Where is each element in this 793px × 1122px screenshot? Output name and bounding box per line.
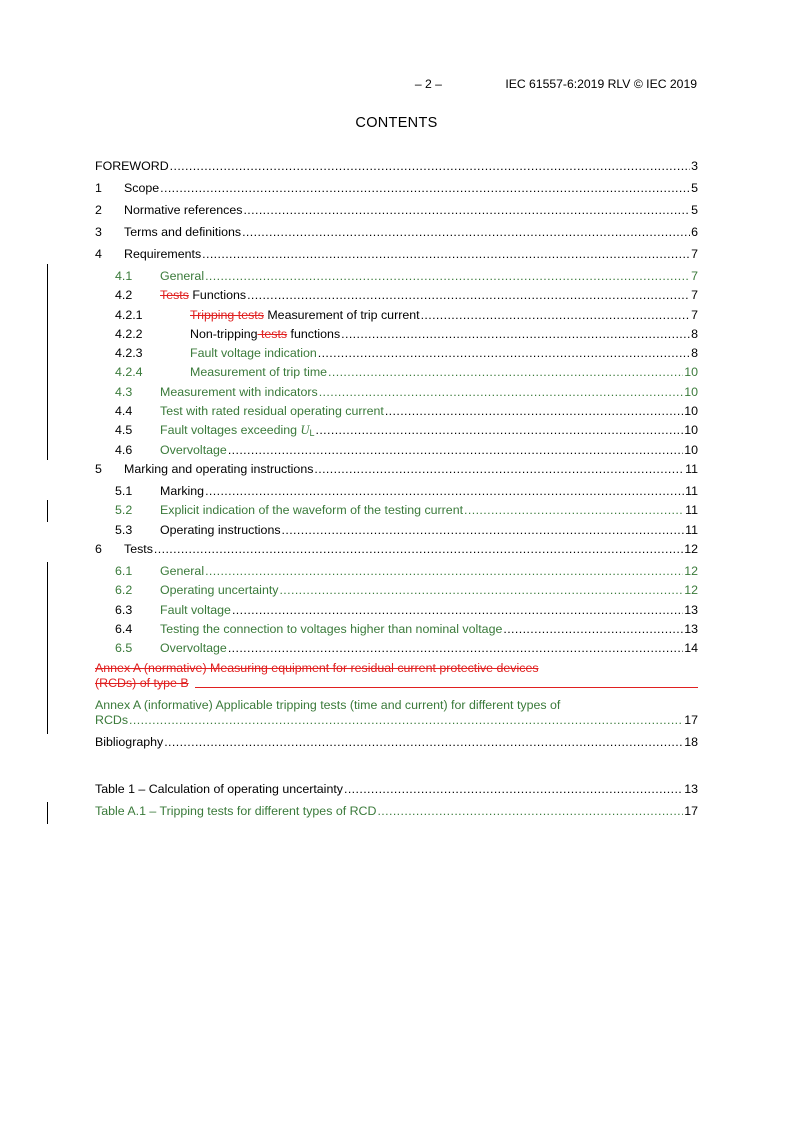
toc-entry-number: 6 bbox=[95, 542, 102, 556]
leader-dots bbox=[319, 385, 684, 400]
toc-entry-title: Measurement of trip time bbox=[190, 365, 328, 379]
document-reference: IEC 61557-6:2019 RLV © IEC 2019 bbox=[505, 77, 697, 91]
toc-entry-marking[interactable] bbox=[95, 484, 698, 499]
toc-entry-normative-references[interactable] bbox=[95, 203, 698, 218]
toc-entry-fault-voltage-indication[interactable] bbox=[95, 346, 698, 361]
deleted-leader-line bbox=[195, 687, 698, 688]
toc-entry-title: Tests bbox=[124, 542, 153, 556]
symbol-subscript: L bbox=[309, 428, 315, 438]
leader-dots bbox=[315, 423, 683, 438]
leader-dots bbox=[202, 247, 690, 262]
leader-dots bbox=[205, 564, 683, 579]
leader-dots bbox=[503, 622, 683, 637]
toc-page-number: 8 bbox=[691, 327, 698, 341]
leader-dots bbox=[344, 782, 683, 797]
toc-page-number: 7 bbox=[691, 308, 698, 322]
toc-entry-number: 3 bbox=[95, 225, 102, 239]
toc-entry-title bbox=[160, 288, 246, 303]
toc-entry-table-1[interactable] bbox=[95, 782, 698, 797]
toc-page-number: 12 bbox=[684, 542, 698, 556]
leader-dots bbox=[154, 542, 683, 557]
toc-entry-number: 5.2 bbox=[115, 503, 133, 517]
toc-page-number: 17 bbox=[684, 713, 698, 727]
toc-entry-scope[interactable] bbox=[95, 181, 698, 196]
deleted-annex-line-2: (RCDs) of type B bbox=[95, 676, 189, 690]
toc-page-number: 7 bbox=[691, 288, 698, 302]
toc-entry-number: 1 bbox=[95, 181, 102, 195]
toc-entry-number: 4.2.4 bbox=[115, 365, 143, 379]
leader-dots bbox=[385, 404, 683, 419]
toc-page-number: 6 bbox=[691, 225, 698, 239]
deleted-text: Tests bbox=[160, 288, 189, 302]
leader-dots bbox=[160, 181, 690, 196]
toc-page-number: 5 bbox=[691, 181, 698, 195]
leader-dots bbox=[247, 288, 690, 303]
toc-entry-title: Marking bbox=[160, 484, 205, 498]
toc-entry-title: Operating uncertainty bbox=[160, 583, 279, 597]
toc-entry-title: General bbox=[160, 269, 205, 283]
leader-dots bbox=[170, 159, 690, 174]
leader-dots bbox=[228, 443, 683, 458]
toc-entry-number: 6.1 bbox=[115, 564, 133, 578]
toc-entry-title: General bbox=[160, 564, 205, 578]
toc-entry-title: Table 1 – Calculation of operating uncertainty bbox=[95, 782, 343, 796]
toc-entry-functions[interactable] bbox=[95, 288, 698, 303]
toc-page-number: 7 bbox=[691, 269, 698, 283]
toc-entry-title: Measurement with indicators bbox=[160, 385, 318, 399]
toc-entry-tests[interactable] bbox=[95, 542, 698, 557]
toc-entry-foreword[interactable] bbox=[95, 159, 698, 174]
toc-entry-title bbox=[160, 423, 314, 441]
toc-entry-title: Test with rated residual operating current bbox=[160, 404, 384, 418]
toc-entry-number: 6.4 bbox=[115, 622, 133, 636]
leader-dots bbox=[205, 484, 684, 499]
toc-entry-fault-voltages-exceeding[interactable] bbox=[95, 423, 698, 438]
leader-dots bbox=[421, 308, 691, 323]
toc-entry-title bbox=[190, 327, 340, 342]
toc-entry-number: 4.4 bbox=[115, 404, 133, 418]
leader-dots bbox=[282, 523, 685, 538]
toc-page-number: 10 bbox=[684, 423, 698, 437]
toc-entry-title: FOREWORD bbox=[95, 159, 169, 173]
inserted-text: Measurement of trip current bbox=[263, 308, 420, 322]
leader-dots bbox=[242, 225, 690, 240]
toc-entry-number: 4.6 bbox=[115, 443, 133, 457]
toc-entry-indicators[interactable] bbox=[95, 385, 698, 400]
toc-entry-number: 4 bbox=[95, 247, 102, 261]
toc-entry-number: 4.3 bbox=[115, 385, 133, 399]
toc-entry-annex-a-deleted[interactable] bbox=[95, 661, 698, 691]
title-text-after: functions bbox=[287, 327, 341, 341]
leader-dots bbox=[164, 735, 683, 750]
toc-page-number: 12 bbox=[684, 564, 698, 578]
toc-entry-title: Requirements bbox=[124, 247, 202, 261]
toc-entry-overvoltage-4-6[interactable] bbox=[95, 443, 698, 458]
toc-entry-requirements[interactable] bbox=[95, 247, 698, 262]
deleted-text: tests bbox=[257, 327, 288, 341]
toc-entry-annex-a[interactable] bbox=[95, 698, 698, 728]
toc-entry-title: Overvoltage bbox=[160, 641, 227, 655]
leader-dots bbox=[232, 603, 683, 618]
toc-page-number: 14 bbox=[684, 641, 698, 655]
toc-entry-general-4-1[interactable] bbox=[95, 269, 698, 284]
leader-dots bbox=[205, 269, 690, 284]
toc-entry-terms-definitions[interactable] bbox=[95, 225, 698, 240]
toc-entry-higher-voltage[interactable] bbox=[95, 622, 698, 637]
toc-entry-title: Terms and definitions bbox=[124, 225, 242, 239]
toc-page-number: 17 bbox=[684, 804, 698, 818]
leader-dots bbox=[279, 583, 683, 598]
toc-page-number: 10 bbox=[684, 385, 698, 399]
leader-dots bbox=[243, 203, 690, 218]
toc-page-number: 13 bbox=[684, 622, 698, 636]
toc-page-number: 11 bbox=[685, 462, 698, 476]
toc-page-number: 10 bbox=[684, 443, 698, 457]
toc-entry-number: 4.2.2 bbox=[115, 327, 143, 341]
toc-entry-number: 6.5 bbox=[115, 641, 133, 655]
toc-entry-bibliography[interactable] bbox=[95, 735, 698, 750]
toc-entry-rated-residual[interactable] bbox=[95, 404, 698, 419]
annex-a-line-2-row bbox=[95, 713, 698, 728]
title-text: Fault voltages exceeding bbox=[160, 423, 301, 437]
toc-entry-number: 4.2 bbox=[115, 288, 133, 302]
title-text: Non-tripping bbox=[190, 327, 258, 341]
toc-entry-title: Scope bbox=[124, 181, 160, 195]
toc-entry-title: Fault voltage indication bbox=[190, 346, 317, 360]
toc-entry-non-tripping[interactable] bbox=[95, 327, 698, 342]
toc-entry-title: Marking and operating instructions bbox=[124, 462, 314, 476]
toc-entry-number: 4.2.1 bbox=[115, 308, 143, 322]
page-title: CONTENTS bbox=[355, 115, 438, 131]
toc-entry-title: Explicit indication of the waveform of the testing current bbox=[160, 503, 464, 517]
toc-entry-number: 5.3 bbox=[115, 523, 133, 537]
leader-dots bbox=[228, 641, 683, 656]
toc-page-number: 12 bbox=[684, 583, 698, 597]
toc-page-number: 13 bbox=[684, 603, 698, 617]
toc-entry-title: Operating instructions bbox=[160, 523, 281, 537]
annex-a-line-1: Annex A (informative) Applicable tripping tests (time and current) for different types of bbox=[95, 698, 561, 712]
toc-entry-number: 6.3 bbox=[115, 603, 133, 617]
toc-entry-number: 2 bbox=[95, 203, 102, 217]
toc-entry-fault-voltage[interactable] bbox=[95, 603, 698, 618]
toc-page-number: 5 bbox=[691, 203, 698, 217]
toc-entry-title: Fault voltage bbox=[160, 603, 231, 617]
toc-entry-title bbox=[190, 308, 420, 323]
toc-entry-trip-current[interactable] bbox=[95, 308, 698, 323]
toc-page-number: 11 bbox=[685, 503, 698, 517]
toc-page-number: 11 bbox=[685, 484, 698, 498]
deleted-annex-line-1: Annex A (normative) Measuring equipment for residual current protective devices bbox=[95, 661, 539, 675]
toc-entry-number: 5 bbox=[95, 462, 102, 476]
leader-dots bbox=[377, 804, 683, 819]
leader-dots bbox=[464, 503, 684, 518]
symbol-u: U bbox=[300, 423, 310, 437]
toc-page-number: 7 bbox=[691, 247, 698, 261]
toc-entry-overvoltage-6-5[interactable] bbox=[95, 641, 698, 656]
toc-entry-title: Normative references bbox=[124, 203, 243, 217]
toc-page-number: 8 bbox=[691, 346, 698, 360]
toc-entry-operating-instructions[interactable] bbox=[95, 523, 698, 538]
leader-dots bbox=[129, 713, 683, 728]
deleted-text: Tripping tests bbox=[190, 308, 264, 322]
toc-entry-table-a1[interactable] bbox=[95, 804, 698, 819]
toc-entry-number: 4.1 bbox=[115, 269, 133, 283]
toc-entry-title: Table A.1 – Tripping tests for different types of RCD bbox=[95, 804, 377, 818]
toc-entry-title: Bibliography bbox=[95, 735, 164, 749]
toc-entry-marking-instructions[interactable] bbox=[95, 462, 698, 477]
toc-page-number: 10 bbox=[684, 365, 698, 379]
toc-entry-title: Testing the connection to voltages higher than nominal voltage bbox=[160, 622, 503, 636]
annex-a-line-2: RCDs bbox=[95, 713, 129, 727]
inserted-text: Functions bbox=[188, 288, 247, 302]
toc-entry-general-6-1[interactable] bbox=[95, 564, 698, 579]
leader-dots bbox=[318, 346, 690, 361]
toc-entry-trip-time[interactable] bbox=[95, 365, 698, 380]
leader-dots bbox=[314, 462, 684, 477]
toc-page-number: 10 bbox=[684, 404, 698, 418]
toc-page-number: 18 bbox=[684, 735, 698, 749]
toc-entry-number: 4.5 bbox=[115, 423, 133, 437]
page-number: – 2 – bbox=[414, 77, 442, 91]
toc-page-number: 13 bbox=[684, 782, 698, 796]
toc-entry-waveform[interactable] bbox=[95, 503, 698, 518]
toc-page-number: 11 bbox=[685, 523, 698, 537]
toc-entry-operating-uncertainty[interactable] bbox=[95, 583, 698, 598]
toc-page-number: 3 bbox=[691, 159, 698, 173]
toc-entry-number: 5.1 bbox=[115, 484, 133, 498]
toc-entry-number: 6.2 bbox=[115, 583, 133, 597]
leader-dots bbox=[341, 327, 690, 342]
toc-entry-number: 4.2.3 bbox=[115, 346, 143, 360]
toc-entry-title: Overvoltage bbox=[160, 443, 227, 457]
leader-dots bbox=[328, 365, 683, 380]
